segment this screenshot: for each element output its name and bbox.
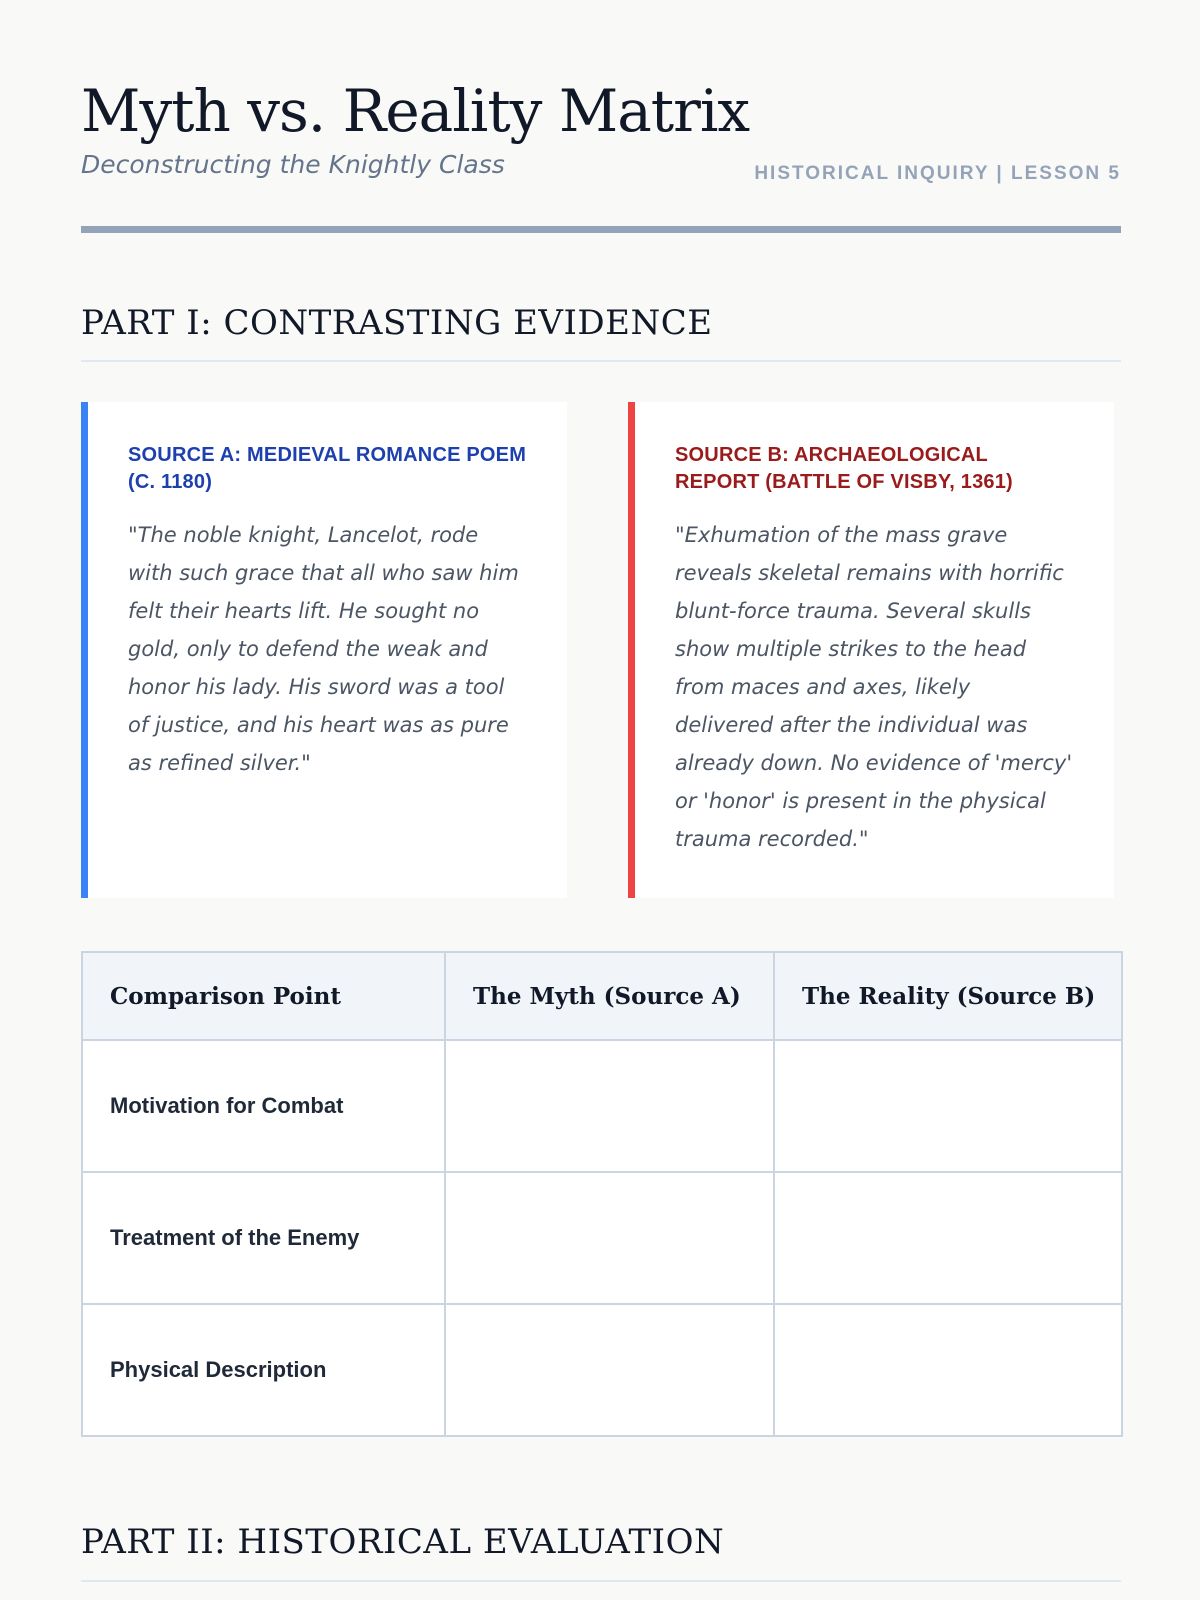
- source-b-heading: SOURCE B: ARCHAEOLOGICAL REPORT (BATTLE OF VISBY, 1361): [675, 444, 1013, 493]
- row-label-treatment: Treatment of the Enemy: [82, 1172, 445, 1304]
- row-label-motivation: Motivation for Combat: [82, 1040, 445, 1172]
- section-divider: [81, 360, 1121, 362]
- column-header-reality: The Reality (Source B): [774, 952, 1122, 1040]
- reality-answer-cell[interactable]: [774, 1304, 1122, 1436]
- column-header-myth: The Myth (Source A): [445, 952, 774, 1040]
- page-title: Myth vs. Reality Matrix: [81, 77, 750, 145]
- column-header-comparison-point: Comparison Point: [82, 952, 445, 1040]
- source-a-card: [81, 402, 567, 898]
- source-b-quote: "Exhumation of the mass grave reveals skeletal remains with horrific blunt-force trauma. Several skulls show multiple strikes to the head from maces and axes, likely delivered after the individual was already down. No evidence of 'mercy' or 'honor' is present in the physical trauma recorded.": [675, 523, 1073, 851]
- myth-answer-cell[interactable]: [445, 1172, 774, 1304]
- worksheet-page: [81, 0, 1121, 1562]
- source-a-heading: SOURCE A: MEDIEVAL ROMANCE POEM (C. 1180): [128, 444, 527, 493]
- matrix-header-row: [82, 952, 1122, 1040]
- reality-answer-cell[interactable]: [774, 1040, 1122, 1172]
- myth-answer-cell[interactable]: [445, 1040, 774, 1172]
- lesson-tag: HISTORICAL INQUIRY | LESSON 5: [754, 163, 1121, 184]
- section-divider: [81, 1580, 1121, 1582]
- table-row: [82, 1172, 1122, 1304]
- comparison-matrix: [81, 951, 1123, 1437]
- reality-answer-cell[interactable]: [774, 1172, 1122, 1304]
- section-title-part-1: PART I: CONTRASTING EVIDENCE: [81, 303, 713, 343]
- section-title-part-2: PART II: HISTORICAL EVALUATION: [81, 1522, 725, 1562]
- table-row: [82, 1040, 1122, 1172]
- myth-answer-cell[interactable]: [445, 1304, 774, 1436]
- source-b-card: [628, 402, 1114, 898]
- page-subtitle: Deconstructing the Knightly Class: [81, 150, 505, 179]
- source-a-quote: "The noble knight, Lancelot, rode with such grace that all who saw him felt their hearts lift. He sought no gold, only to defend the weak and honor his lady. His sword was a tool of justice, and his heart was as pure as refined silver.": [128, 523, 519, 775]
- table-row: [82, 1304, 1122, 1436]
- header-divider: [81, 226, 1121, 233]
- worksheet-header: [81, 0, 1121, 234]
- row-label-physical: Physical Description: [82, 1304, 445, 1436]
